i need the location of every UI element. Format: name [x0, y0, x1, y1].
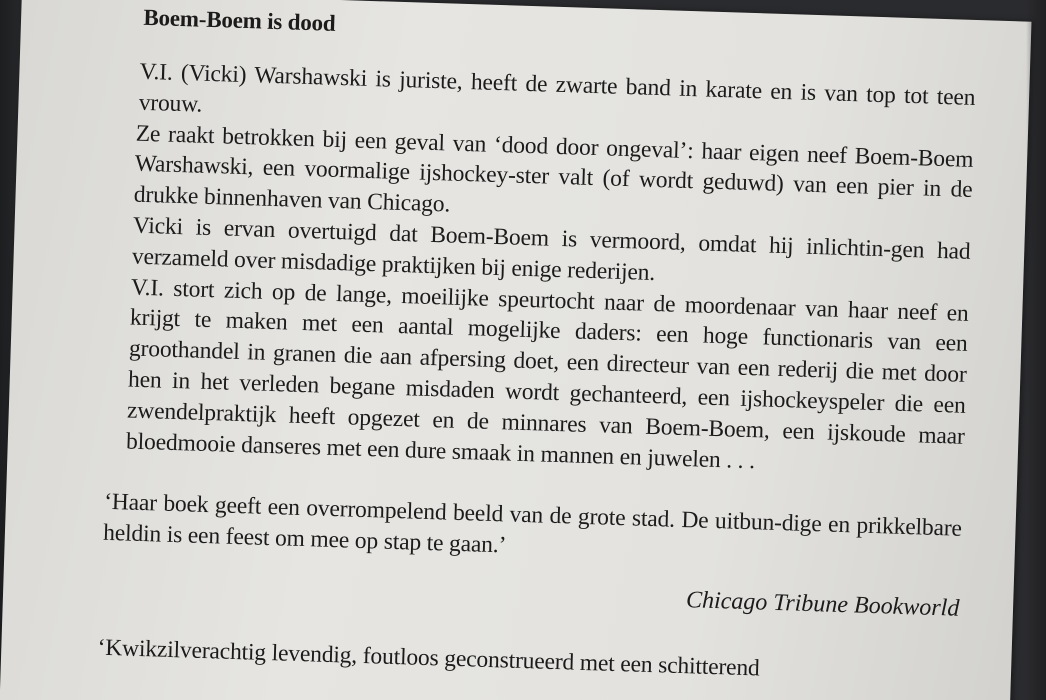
review-quote-2-partial: ‘Kwikzilverachtig levendig, foutloos geconstrueerd met een schitterend	[97, 634, 761, 682]
synopsis	[104, 56, 976, 483]
review-quote-1-source: Chicago Tribune Bookworld	[685, 587, 960, 622]
book-title: Boem-Boem is dood	[143, 4, 336, 36]
review-quote-1: ‘Haar boek geeft een overrompelend beeld van de grote stad. De uitbun-dige en prikkelbare heldin is een feest om mee op stap te gaan.’	[102, 489, 963, 559]
synopsis-paragraph-2: Ze raakt betrokken bij een geval van ‘dood door ongeval’: haar eigen neef Boem-Boem Warshawski, een voormalige ijshockey-ster valt (of wordt geduwd) van een pier in de drukke binnenhaven van Chicago.	[133, 120, 974, 218]
right-shadow	[1026, 0, 1046, 700]
synopsis-paragraph-3: Vicki is ervan overtuigd dat Boem-Boem is vermoord, omdat hij inlichtin-gen had verzameld over misdadige praktijken bij enige rederijen.	[131, 212, 971, 286]
synopsis-paragraph-1: V.I. (Vicki) Warshawski is juriste, heeft de zwarte band in karate en is van top tot teen vrouw.	[138, 58, 976, 118]
text-block	[97, 0, 977, 690]
synopsis-paragraph-4: V.I. stort zich op de lange, moeilijke speurtocht naar de moordenaar van haar neef en krijgt te maken met een aantal mogelijke daders: een hoge functionaris van een groothandel in granen die aan afpersing doet, een directeur van een rederij die met door hen in het verleden begane misdaden wordt gechanteerd, een ijshockeyspeler die een zwendelpraktijk heeft opgezet en de minnares van Boem-Boem, een ijskoude maar bloedmooie danseres met een dure smaak in mannen en juwelen . . .	[125, 274, 969, 474]
